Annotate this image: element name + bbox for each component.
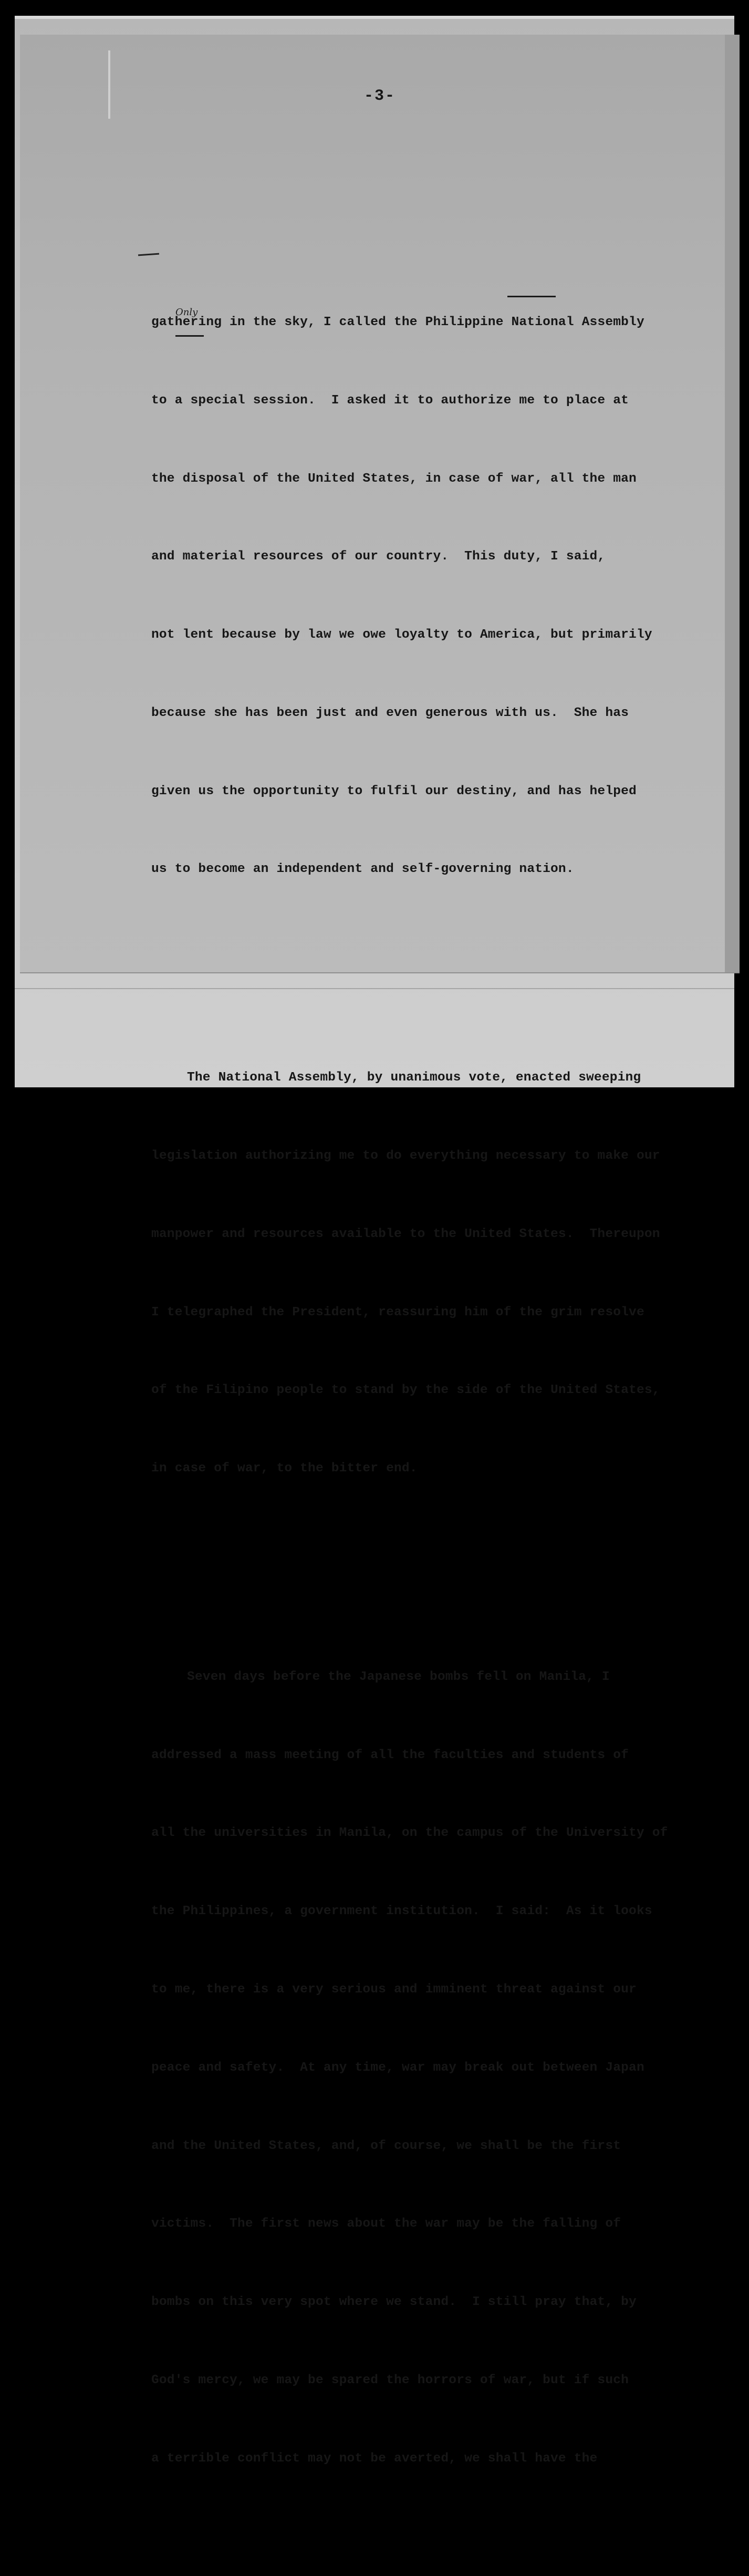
paragraph xyxy=(151,1612,677,2524)
text-line: Seven days before the Japanese bombs fell on Manila, I xyxy=(187,1669,610,1684)
text-line: and the United States, and, of course, we shall be the first xyxy=(151,2138,621,2153)
frame-divider xyxy=(15,988,734,989)
text-line: addressed a mass meeting of all the faculties and students of xyxy=(151,1748,629,1762)
typed-page xyxy=(20,35,740,2466)
paragraph xyxy=(151,1013,677,1534)
text-line: a terrible conflict may not be averted, we shall have the xyxy=(151,2451,598,2466)
text-line: peace and safety. At any time, war may break out between Japan xyxy=(151,2060,644,2075)
text-line: God's mercy, we may be spared the horrors of war, but if such xyxy=(151,2373,629,2387)
text-line: to a special session. I asked it to authorize me to place at xyxy=(151,393,629,408)
text-line: the disposal of the United States, in case of war, all the man xyxy=(151,471,637,486)
handwritten-insert: Only xyxy=(175,307,198,318)
text-line: the Philippines, a government institution. I said: As it looks xyxy=(151,1904,652,1919)
text-line: and material resources of our country. This duty, I said, xyxy=(151,549,606,564)
text-line: of the Filipino people to stand by the side of the United States, xyxy=(151,1383,660,1398)
text-line: legislation authorizing me to do everything necessary to make our xyxy=(151,1148,660,1163)
text-line: given us the opportunity to fulfil our destiny, and has helped xyxy=(151,784,637,798)
text-line: not lent because by law we owe loyalty to America, but primarily xyxy=(151,628,652,642)
text-line: in case of war, to the bitter end. xyxy=(151,1461,418,1476)
text-line: I telegraphed the President, reassuring him of the grim resolve xyxy=(151,1305,644,1320)
text-line: The National Assembly, by unanimous vote, enacted sweeping xyxy=(187,1071,641,1085)
text-line: manpower and resources available to the United States. Thereupon xyxy=(151,1227,660,1241)
text-line: gathering in the sky, I called the Philippine National Assembly xyxy=(151,315,644,329)
paragraph xyxy=(151,257,677,934)
text-line: bombs on this very spot where we stand. I still pray that, by xyxy=(151,2295,637,2310)
text-line: because she has been just and even generous with us. She has xyxy=(151,705,629,720)
paper-edge-shadow xyxy=(725,35,740,972)
body-text xyxy=(151,179,677,2576)
text-line: to me, there is a very serious and imminent threat against our xyxy=(151,1982,637,1997)
text-line: all the universities in Manila, on the campus of the University of xyxy=(151,1826,668,1841)
text-line: victims. The first news about the war may be the falling of xyxy=(151,2217,621,2231)
page-number: -3- xyxy=(363,87,396,105)
paper-edge-highlight xyxy=(108,50,110,119)
text-line: us to become an independent and self-governing nation. xyxy=(151,862,574,877)
scan-frame xyxy=(15,16,734,2466)
